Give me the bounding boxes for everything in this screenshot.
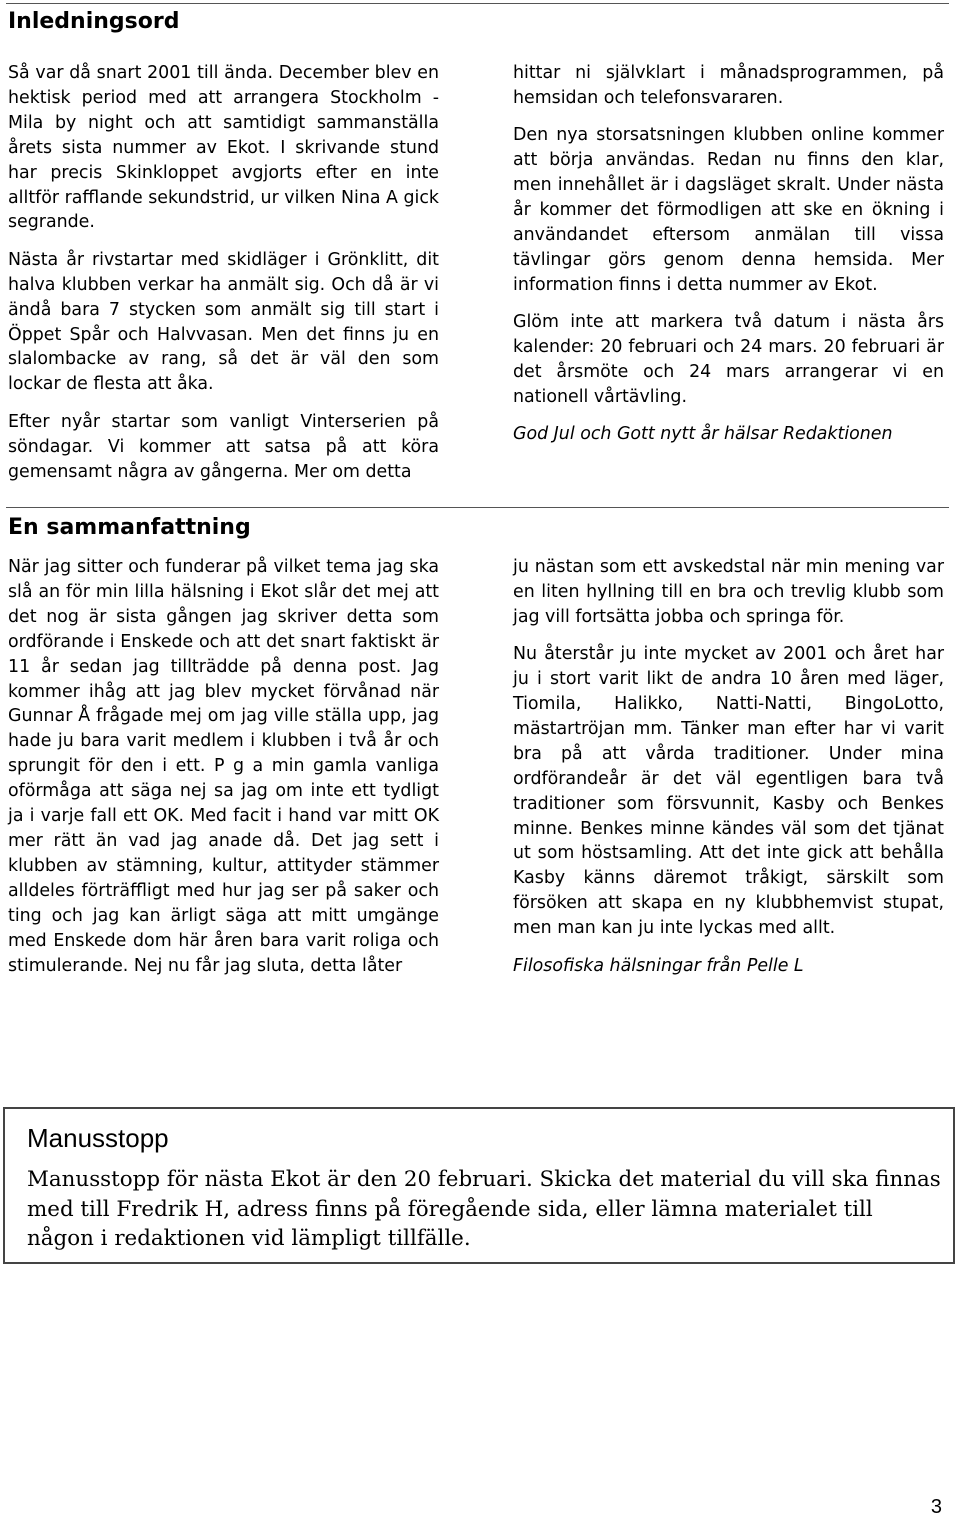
paragraph: Den nya storsatsningen klubben online kommer att börja användas. Redan nu finns den klar, men innehållet är i dagsläget skralt. Under nästa år kommer det förmodligen att ske en ökning i användandet eftersom anmälan till vissa tävlingar görs genom denna hemsida. Mer information finns i detta nummer av Ekot.: [513, 125, 944, 295]
section1-left-column: [8, 61, 439, 497]
top-rule: [6, 3, 949, 4]
paragraph: hittar ni självklart i månadsprogrammen, på hemsidan och telefonsvararen.: [513, 63, 944, 108]
signature: God Jul och Gott nytt år hälsar Redaktionen: [513, 424, 893, 445]
paragraph: Nu återstår ju inte mycket av 2001 och året har ju i stort varit likt de andra 10 åren med läger, Tiomila, Halikko, Natti-Natti, BingoLotto, mästartröjan mm. Tänker man efter har vi varit bra på att vårda traditioner. Under mina ordförandeår är det väl egentligen bara två traditioner som försvunnit, Kasby och Benkes minne. Benkes minne kändes väl som det tjänat ut som höstsamling. Att det inte gick att behålla Kasby känns däremot tråkigt, särskilt som försöken att skapa en ny klubbhemvist stupat, men man kan ju inte lyckas med allt.: [513, 644, 944, 939]
section2-right-column: [513, 555, 944, 991]
signature: Filosofiska hälsningar från Pelle L: [513, 955, 804, 976]
paragraph: Glöm inte att markera två datum i nästa års kalender: 20 februari och 24 mars. 20 februari är det årsmöte och 24 mars arrangerar vi en nationell vårtävling.: [513, 312, 944, 407]
section-title-sammanfattning: En sammanfattning: [8, 515, 251, 540]
notice-title: Manusstopp: [27, 1123, 169, 1153]
notice-text: Manusstopp för nästa Ekot är den 20 februari. Skicka det material du vill ska finnas med till Fredrik H, adress finns på föregående sida, eller lämna materialet till någon i redaktionen vid lämpligt tillfälle.: [27, 1167, 941, 1251]
section-rule: [6, 507, 949, 508]
paragraph: Så var då snart 2001 till ända. December blev en hektisk period med att arrangera Stockholm - Mila by night och att samtidigt sammanställa årets sista nummer av Ekot. I skrivande stund har precis Skinkloppet avgjorts efter en inte alltför rafflande sekundstrid, ur vilken Nina A gick segrande.: [8, 63, 439, 233]
paragraph: Nästa år rivstartar med skidläger i Grönklitt, dit halva klubben verkar ha anmält sig. Och då är vi ändå bara 7 stycken som anmält sig till start i Öppet Spår och Halvvasan. Men det finns ju en slalombacke av rang, så det är väl den som lockar de flesta att åka.: [8, 249, 439, 395]
page-number: 3: [930, 1496, 942, 1518]
section2-left-column: [8, 555, 439, 991]
section1-right-column: [513, 61, 944, 460]
notice-box: [3, 1107, 955, 1264]
paragraph: Efter nyår startar som vanligt Vinterserien på söndagar. Vi kommer att satsa på att köra gemensamt några av gångerna. Mer om detta: [8, 411, 439, 482]
section-title-inledningsord: Inledningsord: [8, 9, 180, 34]
paragraph: När jag sitter och funderar på vilket tema jag ska slå an för min lilla hälsning i Ekot slår det mej att det nog är sista gången jag skriver detta som ordförande i Enskede och att det snart faktiskt är 11 år sedan jag tillträdde på denna post. Jag kommer ihåg att jag blev mycket förvånad när Gunnar Å frågade mej om jag ville ställa upp, jag hade ju bara varit medlem i klubben i två år och sprungit för den i ett. P g a min gamla vanliga oförmåga att säga nej sa jag om inte ett tydligt ja i varje fall ett OK. Med facit i hand var mitt OK mer rätt än vad jag anade då. Det jag sett i klubben av stämning, kultur, attityder stämmer alldeles förträffligt med hur jag ser på saker och ting och jag kan ärligt säga att mitt umgänge med Enskede dom här åren bara varit roliga och stimulerande. Nej nu får jag sluta, detta låter: [8, 557, 439, 976]
paragraph: ju nästan som ett avskedstal när min mening var en liten hyllning till en bra och trevlig klubb som jag vill fortsätta jobba och springa för.: [513, 557, 944, 627]
